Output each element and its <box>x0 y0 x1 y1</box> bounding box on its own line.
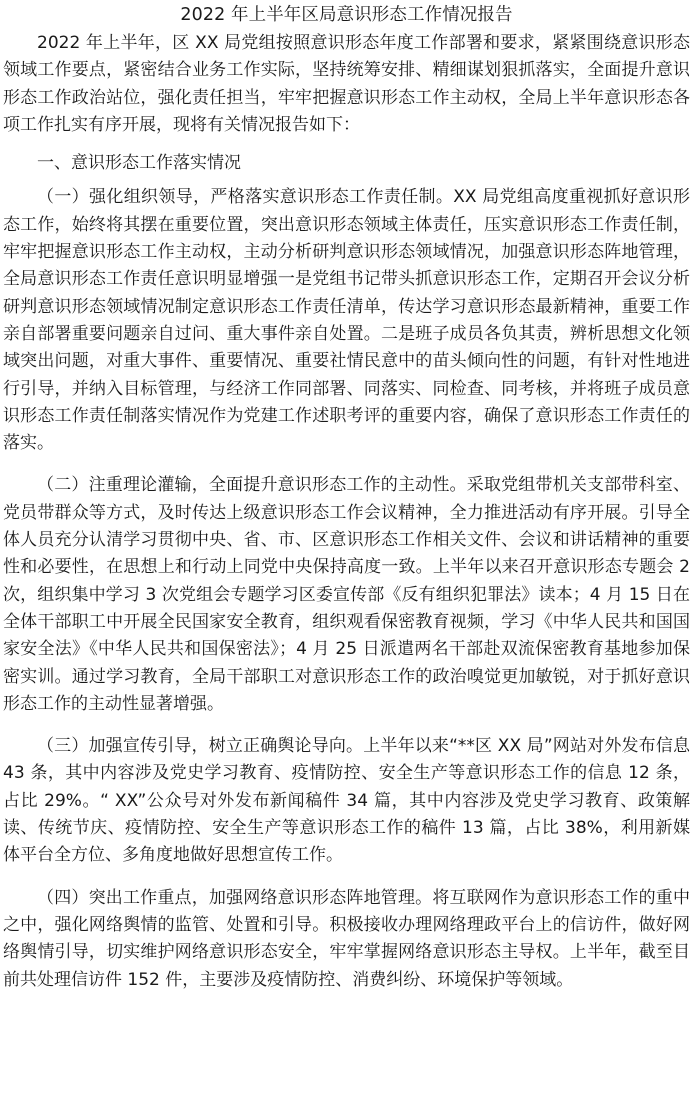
paragraph-network-management: （四）突出工作重点，加强网络意识形态阵地管理。将互联网作为意识形态工作的重中之中，强化网络舆情的监管、处置和引导。积极接收办理网络理政平台上的信访件，做好网络舆情引导，切实维护网络意识形态安全，牢牢掌握网络意识形态主导权。上半年，截至目前共处理信访件 152 件，主要涉及疫情防控、消费纠纷、环境保护等领域。 <box>3 887 690 990</box>
paragraph-organization-leadership: （一）强化组织领导，严格落实意识形态工作责任制。XX 局党组高度重视抓好意识形态工作，始终将其摆在重要位置，突出意识形态领域主体责任，压实意识形态工作责任制，牢牢把握意识形态工作主动权，主动分析研判意识形态领域情况，加强意识形态阵地管理，全局意识形态工作责任意识明显增强一是党组书记带头抓意识形态工作，定期召开会议分析研判意识形态领域情况制定意识形态工作责任清单，传达学习意识形态最新精神，重要工作亲自部署重要问题亲自过问、重大事件亲自处置。二是班子成员各负其责，辨析思想文化领域突出问题，对重大事件、重要情况、重要社情民意中的苗头倾向性的问题，有针对性地进行引导，并纳入目标管理，与经济工作同部署、同落实、同检查、同考核，并将班子成员意识形态工作责任制落实情况作为党建工作述职考评的重要内容，确保了意识形态工作责任的落实。 <box>3 187 690 454</box>
paragraph-publicity-guidance: （三）加强宣传引导，树立正确舆论导向。上半年以来“**区 XX 局”网站对外发布信息 43 条，其中内容涉及党史学习教育、疫情防控、安全生产等意识形态工作的信息 12 条，占比 29%。“ XX”公众号对外发布新闻稿件 34 篇，其中内容涉及党史学习教育、政策解读、传统节庆、疫情防控、安全生产等意识形态工作的稿件 13 篇，占比 38%，利用新媒体平台全方位、多角度地做好思想宣传工作。 <box>3 736 690 866</box>
intro-paragraph: 2022 年上半年，区 XX 局党组按照意识形态年度工作部署和要求，紧紧围绕意识形态领域工作要点，紧密结合业务工作实际，坚持统筹安排、精细谋划狠抓落实，全面提升意识形态工作政治站位，强化责任担当，牢牢把握意识形态工作主动权，全局上半年意识形态各项工作扎实有序开展，现将有关情况报告如下： <box>3 33 690 135</box>
paragraph-theory-study: （二）注重理论灌输，全面提升意识形态工作的主动性。采取党组带机关支部带科室、党员带群众等方式，及时传达上级意识形态工作会议精神，全力推进活动有序开展。引导全体人员充分认清学习贯彻中央、省、市、区意识形态工作相关文件、会议和讲话精神的重要性和必要性，在思想上和行动上同党中央保持高度一致。上半年以来召开意识形态专题会 2 次，组织集中学习 3 次党组会专题学习区委宣传部《反有组织犯罪法》读本；4 月 15 日在全体干部职工中开展全民国家安全教育，组织观看保密教育视频，学习《中华人民共和国国家安全法》《中华人民共和国保密法》；4 月 25 日派遣两名干部赴双流保密教育基地参加保密实训。通过学习教育，全局干部职工对意识形态工作的政治嗅觉更加敏锐，对于抓好意识形态工作的主动性显著增强。 <box>3 475 690 714</box>
section-heading-1: 一、意识形态工作落实情况 <box>37 153 241 174</box>
document-title: 2022 年上半年区局意识形态工作情况报告 <box>180 5 513 25</box>
